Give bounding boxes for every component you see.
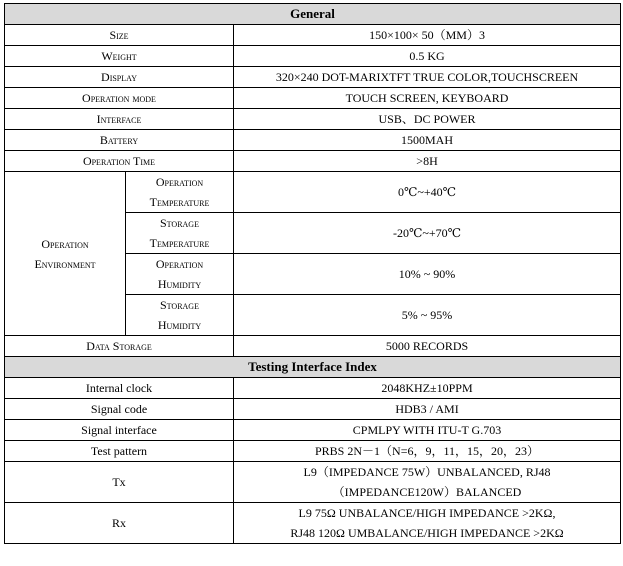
spec-value-display: 320×240 DOT-MARIXTFT TRUE COLOR,TOUCHSCREEN xyxy=(234,67,621,88)
spec-sublabel-st-humidity xyxy=(126,295,234,336)
spec-label-test-pattern: Test pattern xyxy=(5,441,234,462)
spec-row-interface xyxy=(5,109,621,130)
spec-label-signal-code: Signal code xyxy=(5,399,234,420)
spec-value-internal-clock: 2048KHZ±10PPM xyxy=(234,378,621,399)
tx-value-line2: （IMPEDANCE120W）BALANCED xyxy=(332,485,522,499)
spec-value-operation-mode: TOUCH SCREEN, KEYBOARD xyxy=(234,88,621,109)
spec-value-operation-time: >8H xyxy=(234,151,621,172)
rx-value-line1: L9 75Ω UNBALANCE/HIGH IMPEDANCE >2KΩ, xyxy=(298,506,556,520)
env-label-line1: Operation xyxy=(41,236,89,251)
op-hum-line1: Operation xyxy=(155,257,204,271)
spec-row-display xyxy=(5,67,621,88)
spec-label-size: Size xyxy=(5,25,234,46)
st-hum-line1: Storage xyxy=(160,298,199,312)
spec-label-weight: Weight xyxy=(5,46,234,67)
spec-label-operation-mode: Operation mode xyxy=(5,88,234,109)
spec-row-data-storage xyxy=(5,336,621,357)
spec-sublabel-st-temperature xyxy=(126,213,234,254)
spec-label-operation-time: Operation Time xyxy=(5,151,234,172)
spec-value-signal-code: HDB3 / AMI xyxy=(234,399,621,420)
spec-sublabel-op-humidity xyxy=(126,254,234,295)
spec-row-operation-time xyxy=(5,151,621,172)
spec-sublabel-op-temperature xyxy=(126,172,234,213)
spec-value-signal-interface: CPMLPY WITH ITU-T G.703 xyxy=(234,420,621,441)
spec-value-st-humidity: 5% ~ 95% xyxy=(234,295,621,336)
section-title-testing: Testing Interface Index xyxy=(5,357,621,378)
spec-value-tx xyxy=(234,462,621,503)
spec-row-tx xyxy=(5,462,621,503)
spec-row-battery xyxy=(5,130,621,151)
st-hum-line2: Humidity xyxy=(157,318,202,332)
spec-label-operation-environment xyxy=(5,172,126,336)
op-temp-line2: Temperature xyxy=(149,195,210,209)
rx-value-line2: RJ48 120Ω UMBALANCE/HIGH IMPEDANCE >2KΩ xyxy=(290,526,564,540)
spec-value-battery: 1500MAH xyxy=(234,130,621,151)
spec-row-internal-clock xyxy=(5,378,621,399)
section-header-general xyxy=(5,4,621,25)
spec-value-test-pattern: PRBS 2N－1（N=6，9，11，15，20，23） xyxy=(234,441,621,462)
st-temp-line2: Temperature xyxy=(149,236,210,250)
st-temp-line1: Storage xyxy=(160,216,199,230)
spec-label-internal-clock: Internal clock xyxy=(5,378,234,399)
spec-value-st-temperature: -20℃~+70℃ xyxy=(234,213,621,254)
spec-label-display: Display xyxy=(5,67,234,88)
spec-value-op-humidity: 10% ~ 90% xyxy=(234,254,621,295)
spec-row-size xyxy=(5,25,621,46)
spec-label-rx: Rx xyxy=(5,503,234,544)
spec-value-interface: USB、DC POWER xyxy=(234,109,621,130)
spec-table xyxy=(4,3,621,544)
spec-row-signal-code xyxy=(5,399,621,420)
spec-row-op-temperature xyxy=(5,172,621,213)
spec-row-test-pattern xyxy=(5,441,621,462)
spec-label-tx: Tx xyxy=(5,462,234,503)
spec-row-signal-interface xyxy=(5,420,621,441)
op-hum-line2: Humidity xyxy=(157,277,202,291)
spec-label-data-storage: Data Storage xyxy=(5,336,234,357)
spec-label-signal-interface: Signal interface xyxy=(5,420,234,441)
spec-value-rx xyxy=(234,503,621,544)
env-label-line2: Environment xyxy=(34,256,96,271)
section-title-general: General xyxy=(5,4,621,25)
spec-label-battery: Battery xyxy=(5,130,234,151)
spec-value-op-temperature: 0℃~+40℃ xyxy=(234,172,621,213)
tx-value-line1: L9（IMPEDANCE 75W）UNBALANCED, RJ48 xyxy=(303,465,551,479)
spec-row-rx xyxy=(5,503,621,544)
spec-value-weight: 0.5 KG xyxy=(234,46,621,67)
spec-value-size: 150×100× 50（MM）3 xyxy=(234,25,621,46)
section-header-testing xyxy=(5,357,621,378)
spec-row-weight xyxy=(5,46,621,67)
spec-value-data-storage: 5000 RECORDS xyxy=(234,336,621,357)
spec-label-interface: Interface xyxy=(5,109,234,130)
spec-row-operation-mode xyxy=(5,88,621,109)
op-temp-line1: Operation xyxy=(155,175,204,189)
